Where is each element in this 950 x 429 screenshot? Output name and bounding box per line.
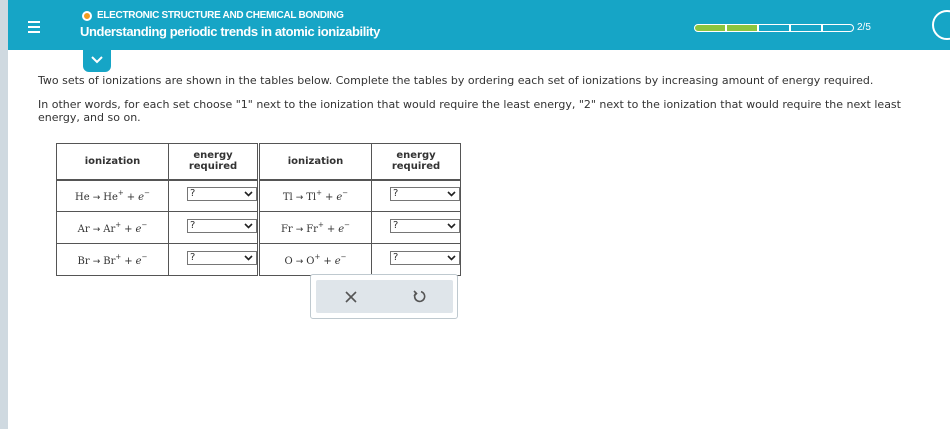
topic-title: Understanding periodic trends in atomic ionizability: [80, 24, 380, 39]
table-row: [57, 180, 258, 212]
progress-segment: [790, 24, 822, 32]
section-status-icon: [82, 11, 92, 21]
column-header-energy: energy required: [372, 144, 461, 180]
answer-tools-bar: [316, 280, 453, 313]
chevron-down-icon: [447, 191, 456, 197]
table-row: [260, 212, 461, 244]
section-heading: [82, 10, 344, 21]
undo-icon[interactable]: [412, 289, 426, 303]
energy-rank-select[interactable]: ?: [390, 251, 460, 265]
chevron-down-icon: [244, 223, 253, 229]
chevron-down-icon: [244, 191, 253, 197]
menu-icon[interactable]: [22, 16, 48, 36]
progress-segment: [822, 24, 854, 32]
ionization-reaction: O → O+ + e−: [260, 244, 372, 276]
ionization-reaction: He → He+ + e−: [57, 180, 169, 212]
header-bar: [8, 0, 950, 50]
instruction-text: Two sets of ionizations are shown in the tables below. Complete the tables by ordering each set of ionizations by increasing amount of energy required.: [38, 74, 874, 87]
energy-rank-select[interactable]: ?: [390, 219, 460, 233]
progress-segment: [758, 24, 790, 32]
column-header-energy: energy required: [169, 144, 258, 180]
energy-rank-select[interactable]: ?: [187, 251, 257, 265]
instruction-text: In other words, for each set choose "1" next to the ionization that would require the least energy, "2" next to the ionization that would require the next least energy, and so on.: [38, 98, 901, 124]
left-edge-strip: [0, 0, 8, 429]
table-row: [57, 212, 258, 244]
table-row: [260, 180, 461, 212]
ionization-reaction: Ar → Ar+ + e−: [57, 212, 169, 244]
chevron-down-icon: [91, 56, 103, 64]
ionization-reaction: Fr → Fr+ + e−: [260, 212, 372, 244]
table-row: [57, 244, 258, 276]
energy-rank-select[interactable]: ?: [187, 187, 257, 201]
ionization-table-1: [56, 143, 258, 276]
ionization-reaction: Tl → Tl+ + e−: [260, 180, 372, 212]
answer-tools: [310, 274, 458, 319]
ionization-table-2: [259, 143, 461, 276]
close-icon[interactable]: [344, 290, 358, 304]
profile-icon[interactable]: [932, 10, 950, 40]
energy-rank-select[interactable]: ?: [390, 187, 460, 201]
energy-rank-select[interactable]: ?: [187, 219, 257, 233]
chevron-down-icon: [447, 223, 456, 229]
column-header-ionization: ionization: [57, 144, 169, 180]
chevron-down-icon: [447, 255, 456, 261]
progress-segment: [726, 24, 758, 32]
chevron-down-icon: [244, 255, 253, 261]
section-label: ELECTRONIC STRUCTURE AND CHEMICAL BONDING: [97, 10, 344, 21]
column-header-ionization: ionization: [260, 144, 372, 180]
progress-text: 2/5: [857, 22, 871, 33]
collapse-toggle[interactable]: [83, 50, 111, 72]
progress-segment: [694, 24, 726, 32]
ionization-reaction: Br → Br+ + e−: [57, 244, 169, 276]
progress-bar: [694, 24, 854, 32]
table-row: [260, 244, 461, 276]
